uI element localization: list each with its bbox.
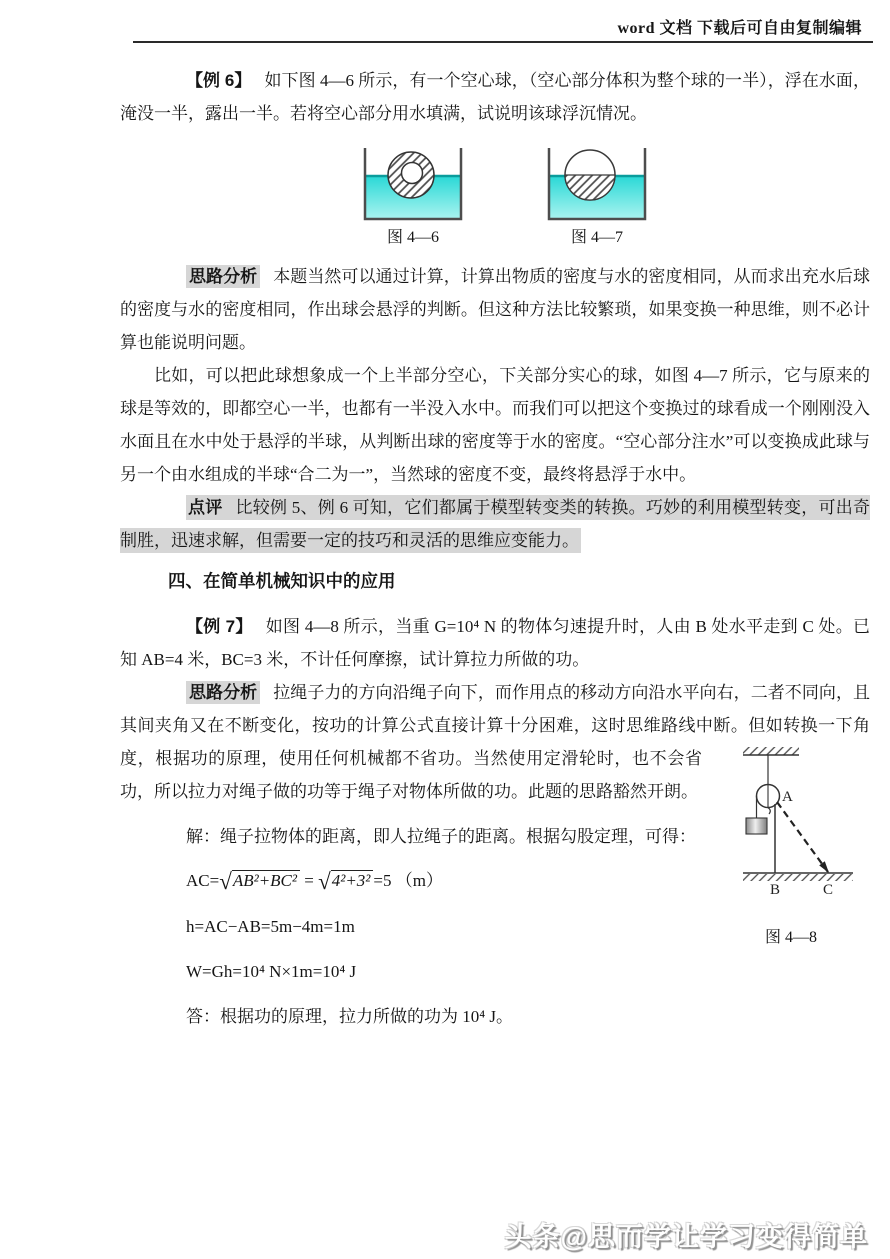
analysis2-text-before: 拉绳子力的方向沿绳子向下，而作用点的移动方向沿水平向右，二者不同向，且其间夹角又在不断变化，按功的计算公式直接计算十分困难，这时思维路线中断。但如转 xyxy=(120,683,871,735)
document-body xyxy=(120,64,870,1033)
section4-title: 四、在简单机械知识中的应用 xyxy=(168,571,396,591)
footer-watermark: 头条@思而学让学习变得简单 xyxy=(504,1222,868,1252)
figure-4-6 xyxy=(358,145,468,250)
example7-label: 【例 7】 xyxy=(186,617,253,636)
point-a-label: A xyxy=(782,789,793,805)
formula-ac-equals: = xyxy=(304,871,314,890)
hollow-cavity xyxy=(402,163,423,184)
radical-sign: √ xyxy=(318,869,331,894)
example6-paragraph xyxy=(120,64,870,130)
radicand-symbolic: AB²+BC² xyxy=(232,870,300,890)
point-c-label: C xyxy=(822,882,834,898)
answer-line: 答：根据功的原理，拉力所做的功为 10⁴ J。 xyxy=(186,1007,514,1026)
formula-ac-lead: AC= xyxy=(186,871,220,890)
formula-h: h=AC−AB=5m−4m=1m xyxy=(186,917,355,936)
example7-text: 如图 4—8 所示，当重 G=10⁴ N 的物体匀速提升时，人由 B 处水平走到 C 处。已知 AB=4 米，BC=3 米，不计任何摩擦，试计算拉力所做的功。 xyxy=(120,617,870,669)
header-watermark: word 文档 下载后可自由复制编辑 xyxy=(617,20,862,37)
analysis2-label: 思路分析 xyxy=(186,681,260,704)
half-solid-sphere-beaker-figure xyxy=(542,145,652,223)
figure-4-7-caption: 图 4—7 xyxy=(570,229,623,246)
point-b-label: B xyxy=(769,882,781,898)
pulley-hook xyxy=(768,808,770,815)
analysis1-text: 本题当然可以通过计算，计算出物质的密度与水的密度相同，从而求出充水后球的密度与水的密度相同，作出球会悬浮的判断。但这种方法比较繁琐，如果变换一种思维，则不必计算也能说明问题。 xyxy=(120,267,871,352)
comment-label: 点评 xyxy=(188,498,223,517)
weight-block xyxy=(746,818,767,834)
figures-row xyxy=(140,145,870,250)
figure-4-8-caption: 图 4—8 xyxy=(764,929,817,946)
pulley-figure xyxy=(716,742,866,927)
example6-label: 【例 6】 xyxy=(186,71,252,90)
formula-ac-result: =5 （m） xyxy=(373,871,443,890)
radical-sign: √ xyxy=(219,869,232,894)
formula-w: W=Gh=10⁴ N×1m=10⁴ J xyxy=(186,962,357,981)
figure-4-6-caption: 图 4—6 xyxy=(386,229,439,246)
figure-4-7 xyxy=(542,145,652,250)
hollow-sphere-beaker-figure xyxy=(358,145,468,223)
analysis2-text-after: 换一下角度，根据功的原理，使用任何机械都不省功。当然使用定滑轮时，也不会省功，所以拉力对绳子做的功等于绳子对物体所做的功。此题的思路豁然开朗。 xyxy=(120,716,871,801)
analysis1-label: 思路分析 xyxy=(186,265,260,288)
comment-paragraph xyxy=(120,491,870,557)
ceiling-hatch xyxy=(743,747,799,755)
analogy-paragraph xyxy=(120,359,870,491)
header-rule xyxy=(133,41,873,43)
figure-4-8 xyxy=(714,742,868,949)
analogy-text: 比如，可以把此球想象成一个上半部分空心，下关部分实心的球，如图 4—7 所示，它与原来的球是等效的，即都空心一半，也都有一半没入水中。而我们可以把这个变换过的球看成一个刚刚没入水面且在水中处于悬浮的半球，从判断出球的密度等于水的密度。“空心部分注水”可以变换成此球与另一个由水组成的半球“合二为一”，当然球的密度不变，最终将悬浮于水中。 xyxy=(120,366,870,484)
comment-highlight xyxy=(120,495,870,553)
example7-paragraph xyxy=(120,610,870,676)
comment-text: 比较例 5、例 6 可知，它们都属于模型转变类的转换。巧妙的利用模型转变，可出奇制胜，迅速求解，但需要一定的技巧和灵活的思维应变能力。 xyxy=(120,498,871,550)
example6-text: 如下图 4—6 所示，有一个空心球，（空心部分体积为整个球的一半），浮在水面，淹没一半，露出一半。若将空心部分用水填满，试说明该球浮沉情况。 xyxy=(120,71,870,123)
solution-intro: 解：绳子拉物体的距离，即人拉绳子的距离。根据勾股定理，可得： xyxy=(186,827,696,846)
ground-hatch xyxy=(743,874,853,881)
rope-position-ac-dashed xyxy=(777,802,828,872)
radicand-numeric: 4²+3² xyxy=(331,870,374,890)
analysis1-paragraph xyxy=(120,260,870,359)
